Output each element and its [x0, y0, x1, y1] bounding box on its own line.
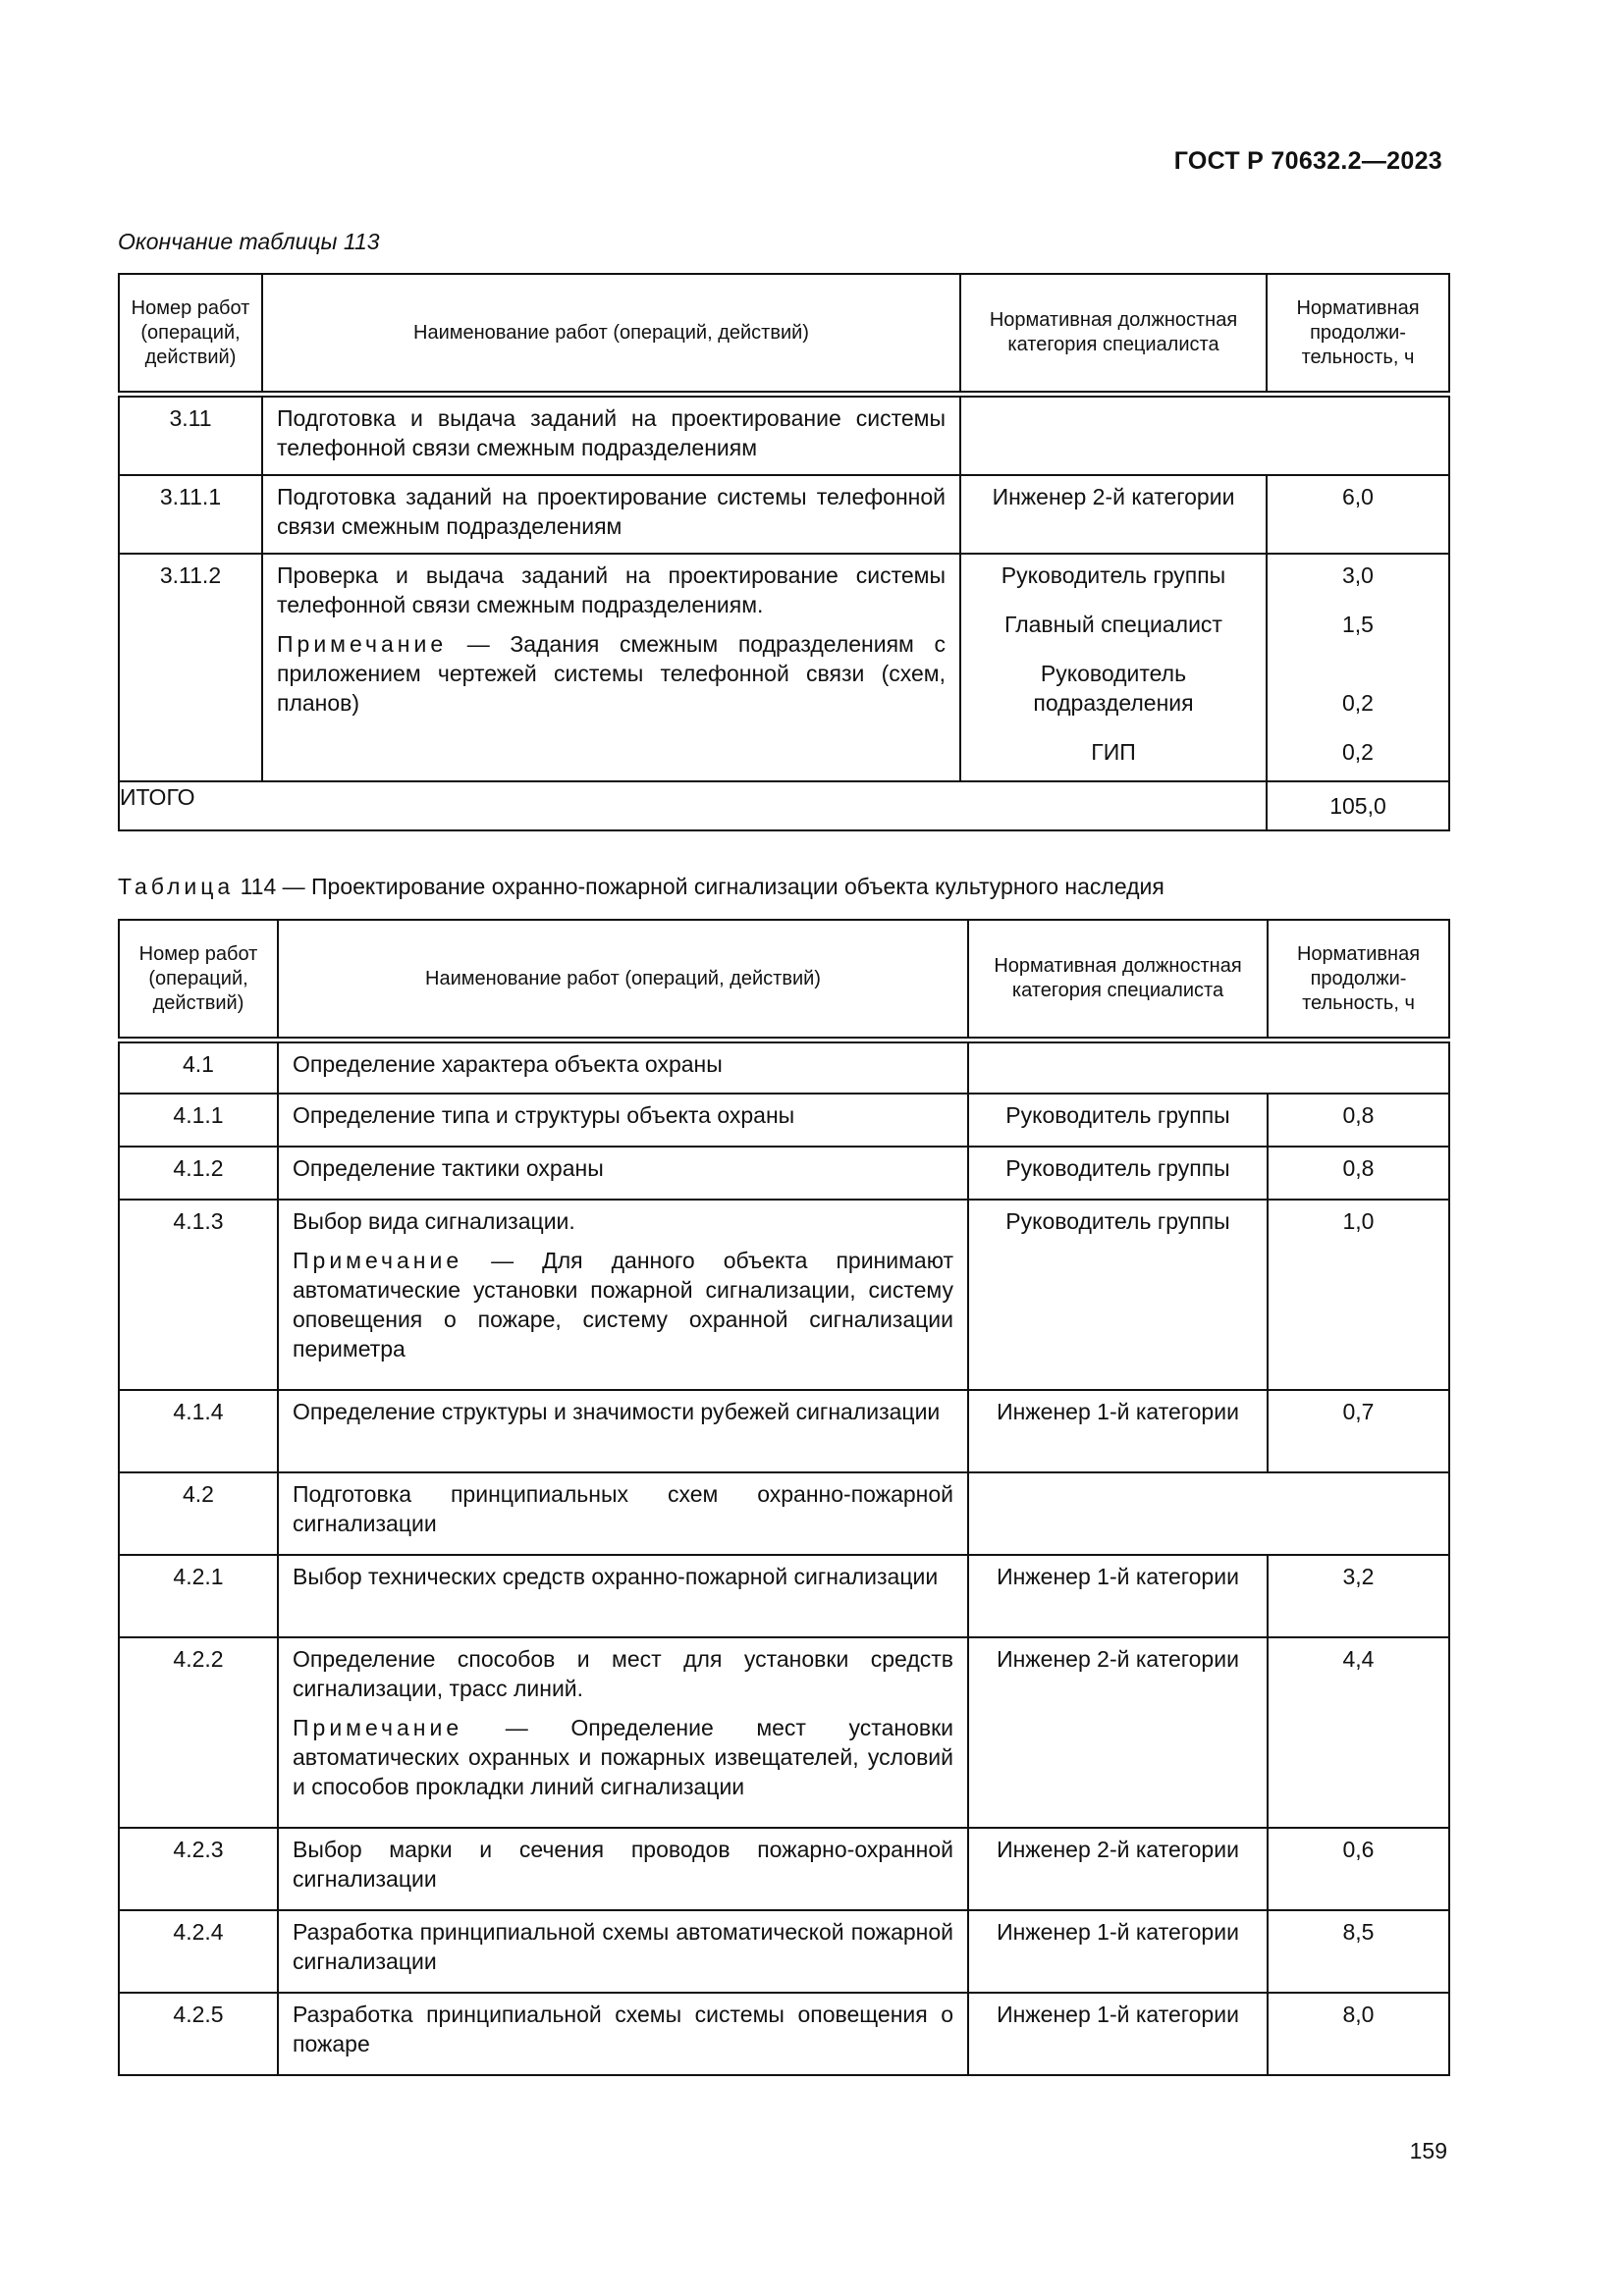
- row-duration: 8,0: [1268, 1993, 1449, 2075]
- row-category: Инженер 1-й категории: [968, 1555, 1268, 1637]
- row-name: Выбор вида сигнализации.: [293, 1208, 575, 1234]
- caption-text: 114 — Проектирование охранно-пожарной сигнализации объекта культурного наследия: [234, 874, 1164, 899]
- row-name: Выбор технических средств охранно-пожарной сигнализации: [278, 1555, 968, 1637]
- row-category: Руководитель группы: [968, 1094, 1268, 1147]
- table-header-row: [119, 274, 1449, 392]
- row-duration: 8,5: [1268, 1910, 1449, 1993]
- row-number: 4.1: [119, 1042, 278, 1094]
- document-code: ГОСТ Р 70632.2—2023: [1173, 147, 1442, 175]
- col-header-category: Нормативная должностная категория специалиста: [968, 920, 1268, 1038]
- sub-duration: 1,5: [1342, 612, 1374, 637]
- row-number: 4.1.3: [119, 1200, 278, 1390]
- row-name: Определение тактики охраны: [278, 1147, 968, 1200]
- row-name: Подготовка заданий на проектирование системы телефонной связи смежным подразделениям: [262, 475, 960, 554]
- row-name: Разработка принципиальной схемы автоматической пожарной сигнализации: [278, 1910, 968, 1993]
- table-row: [119, 1390, 1449, 1472]
- table-row: [119, 1910, 1449, 1993]
- table-row: [119, 1555, 1449, 1637]
- row-note: [293, 1713, 953, 1801]
- table-row: [119, 1472, 1449, 1555]
- table-row: [119, 1200, 1449, 1390]
- row-number: 4.2: [119, 1472, 278, 1555]
- row-name: Определение структуры и значимости рубежей сигнализации: [278, 1390, 968, 1472]
- row-category: Инженер 2-й категории: [968, 1828, 1268, 1910]
- row-name: Подготовка и выдача заданий на проектирование системы телефонной связи смежным подразделениям: [262, 397, 960, 475]
- row-name-with-note: [262, 554, 960, 781]
- note-label: Примечание: [277, 631, 448, 657]
- sub-duration: 0,2: [1342, 739, 1374, 765]
- table-row: [119, 1094, 1449, 1147]
- sub-category: Руководитель группы: [1001, 562, 1226, 588]
- row-empty-cell: [960, 397, 1449, 475]
- col-header-duration: Нормативная продолжи-тельность, ч: [1268, 920, 1449, 1038]
- row-name: Определение типа и структуры объекта охраны: [278, 1094, 968, 1147]
- table-row: [119, 1147, 1449, 1200]
- row-number: 3.11: [119, 397, 262, 475]
- total-value: 105,0: [1267, 781, 1449, 830]
- row-duration: 0,8: [1268, 1094, 1449, 1147]
- row-category: Руководитель группы: [968, 1200, 1268, 1390]
- note-text: — Задания смежным подразделениям с приложением чертежей системы телефонной связи (схем, планов): [277, 631, 946, 716]
- row-number: 4.2.2: [119, 1637, 278, 1828]
- row-name: Определение способов и мест для установки средств сигнализации, трасс линий.: [293, 1646, 953, 1701]
- row-duration: 0,6: [1268, 1828, 1449, 1910]
- table-row: [119, 1993, 1449, 2075]
- col-header-name: Наименование работ (операций, действий): [278, 920, 968, 1038]
- row-empty-cell: [968, 1042, 1449, 1094]
- row-empty-cell: [968, 1472, 1449, 1555]
- sub-duration: 0,2: [1342, 690, 1374, 716]
- row-name: Подготовка принципиальных схем охранно-пожарной сигнализации: [278, 1472, 968, 1555]
- table-row: [119, 475, 1449, 554]
- row-name: Определение характера объекта охраны: [278, 1042, 968, 1094]
- row-duration: 4,4: [1268, 1637, 1449, 1828]
- table-row: [119, 1637, 1449, 1828]
- total-row: [119, 781, 1449, 830]
- table-row: [119, 1828, 1449, 1910]
- row-category-list: [960, 554, 1267, 781]
- row-note: [277, 629, 946, 718]
- row-duration: 0,8: [1268, 1147, 1449, 1200]
- col-header-category: Нормативная должностная категория специалиста: [960, 274, 1267, 392]
- sub-category: Руководитель подразделения: [1033, 661, 1194, 716]
- col-header-name: Наименование работ (операций, действий): [262, 274, 960, 392]
- row-category: Инженер 2-й категории: [960, 475, 1267, 554]
- row-number: 4.2.4: [119, 1910, 278, 1993]
- row-category: Инженер 1-й категории: [968, 1993, 1268, 2075]
- sub-duration: 3,0: [1342, 562, 1374, 588]
- table-row: [119, 554, 1449, 781]
- row-number: 3.11.1: [119, 475, 262, 554]
- row-duration-list: [1267, 554, 1449, 781]
- row-number: 4.1.2: [119, 1147, 278, 1200]
- col-header-number: Номер работ (операций, действий): [119, 920, 278, 1038]
- row-category: Инженер 1-й категории: [968, 1910, 1268, 1993]
- page-number: 159: [1409, 2138, 1447, 2163]
- row-category: Инженер 2-й категории: [968, 1637, 1268, 1828]
- sub-category: ГИП: [1091, 739, 1136, 765]
- total-label: ИТОГО: [119, 781, 1267, 830]
- table-113-caption: Окончание таблицы 113: [118, 229, 380, 254]
- table-113: [118, 273, 1450, 831]
- note-text: — Определение мест установки автоматических охранных и пожарных извещателей, условий и способов прокладки линий сигнализации: [293, 1715, 953, 1799]
- table-114-caption: [118, 874, 1164, 900]
- row-category: Руководитель группы: [968, 1147, 1268, 1200]
- table-row: [119, 1042, 1449, 1094]
- row-duration: 0,7: [1268, 1390, 1449, 1472]
- row-number: 4.1.1: [119, 1094, 278, 1147]
- table-114: [118, 919, 1450, 2076]
- note-text: — Для данного объекта принимают автоматические установки пожарной сигнализации, систему оповещения о пожаре, систему охранной сигнализации периметра: [293, 1248, 953, 1362]
- table-header-row: [119, 920, 1449, 1038]
- row-number: 3.11.2: [119, 554, 262, 781]
- row-name: Разработка принципиальной схемы системы оповещения о пожаре: [278, 1993, 968, 2075]
- sub-category: Главный специалист: [1004, 612, 1222, 637]
- row-number: 4.2.3: [119, 1828, 278, 1910]
- table-row: [119, 397, 1449, 475]
- row-name-with-note: [278, 1200, 968, 1390]
- row-number: 4.2.5: [119, 1993, 278, 2075]
- row-duration: 6,0: [1267, 475, 1449, 554]
- row-number: 4.1.4: [119, 1390, 278, 1472]
- row-name-with-note: [278, 1637, 968, 1828]
- row-number: 4.2.1: [119, 1555, 278, 1637]
- note-label: Примечание: [293, 1248, 463, 1273]
- row-name: Проверка и выдача заданий на проектирование системы телефонной связи смежным подразделениям.: [277, 562, 946, 617]
- note-label: Примечание: [293, 1715, 463, 1740]
- row-note: [293, 1246, 953, 1363]
- caption-label: Таблица: [118, 874, 235, 899]
- row-duration: 1,0: [1268, 1200, 1449, 1390]
- row-duration: 3,2: [1268, 1555, 1449, 1637]
- row-category: Инженер 1-й категории: [968, 1390, 1268, 1472]
- col-header-number: Номер работ (операций, действий): [119, 274, 262, 392]
- row-name: Выбор марки и сечения проводов пожарно-охранной сигнализации: [278, 1828, 968, 1910]
- col-header-duration: Нормативная продолжи-тельность, ч: [1267, 274, 1449, 392]
